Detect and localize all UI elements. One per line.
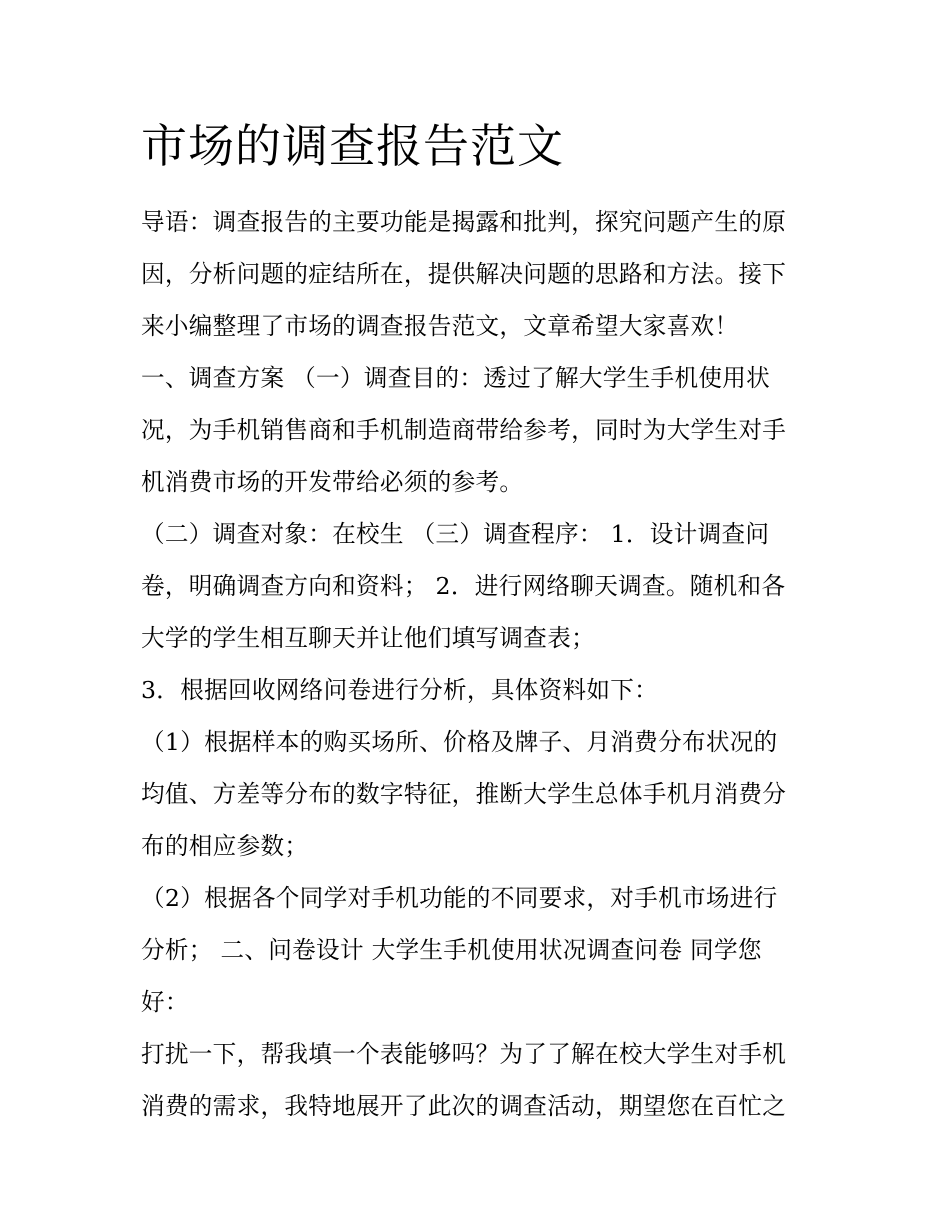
- body-line: 分析； 二、问卷设计 大学生手机使用状况调查问卷 同学您: [141, 936, 762, 964]
- body-line: 况，为手机销售商和手机制造商带给参考，同时为大学生对手: [141, 416, 787, 444]
- document-body: [141, 196, 831, 1132]
- body-line: 均值、方差等分布的数字特征，推断大学生总体手机月消费分: [141, 780, 787, 808]
- body-line: （1）根据样本的购买场所、价格及牌子、月消费分布状况的: [141, 728, 778, 756]
- body-line: 打扰一下，帮我填一个表能够吗？为了了解在校大学生对手机: [141, 1040, 787, 1068]
- body-line: （二）调查对象：在校生 （三）调查程序： 1．设计调查问: [141, 520, 770, 548]
- body-line: 消费的需求，我特地展开了此次的调查活动，期望您在百忙之: [141, 1092, 787, 1120]
- body-line: 布的相应参数；: [141, 832, 309, 860]
- body-line: 一、调查方案 （一）调查目的：透过了解大学生手机使用状: [141, 364, 771, 392]
- body-line: 机消费市场的开发带给必须的参考。: [141, 468, 524, 496]
- body-line: 好：: [141, 988, 189, 1016]
- body-line: 3．根据回收网络问卷进行分析，具体资料如下：: [141, 676, 659, 704]
- body-line: 卷，明确调查方向和资料； 2．进行网络聊天调查。随机和各: [141, 572, 786, 600]
- document-title: 市场的调查报告范文: [141, 119, 564, 173]
- body-line: 因，分析问题的症结所在，提供解决问题的思路和方法。接下: [141, 260, 787, 288]
- body-line: （2）根据各个同学对手机功能的不同要求，对手机市场进行: [141, 884, 778, 912]
- body-line: 来小编整理了市场的调查报告范文，文章希望大家喜欢！: [141, 312, 739, 340]
- body-line: 大学的学生相互聊天并让他们填写调查表；: [141, 624, 595, 652]
- body-line: 导语：调查报告的主要功能是揭露和批判，探究问题产生的原: [141, 208, 787, 236]
